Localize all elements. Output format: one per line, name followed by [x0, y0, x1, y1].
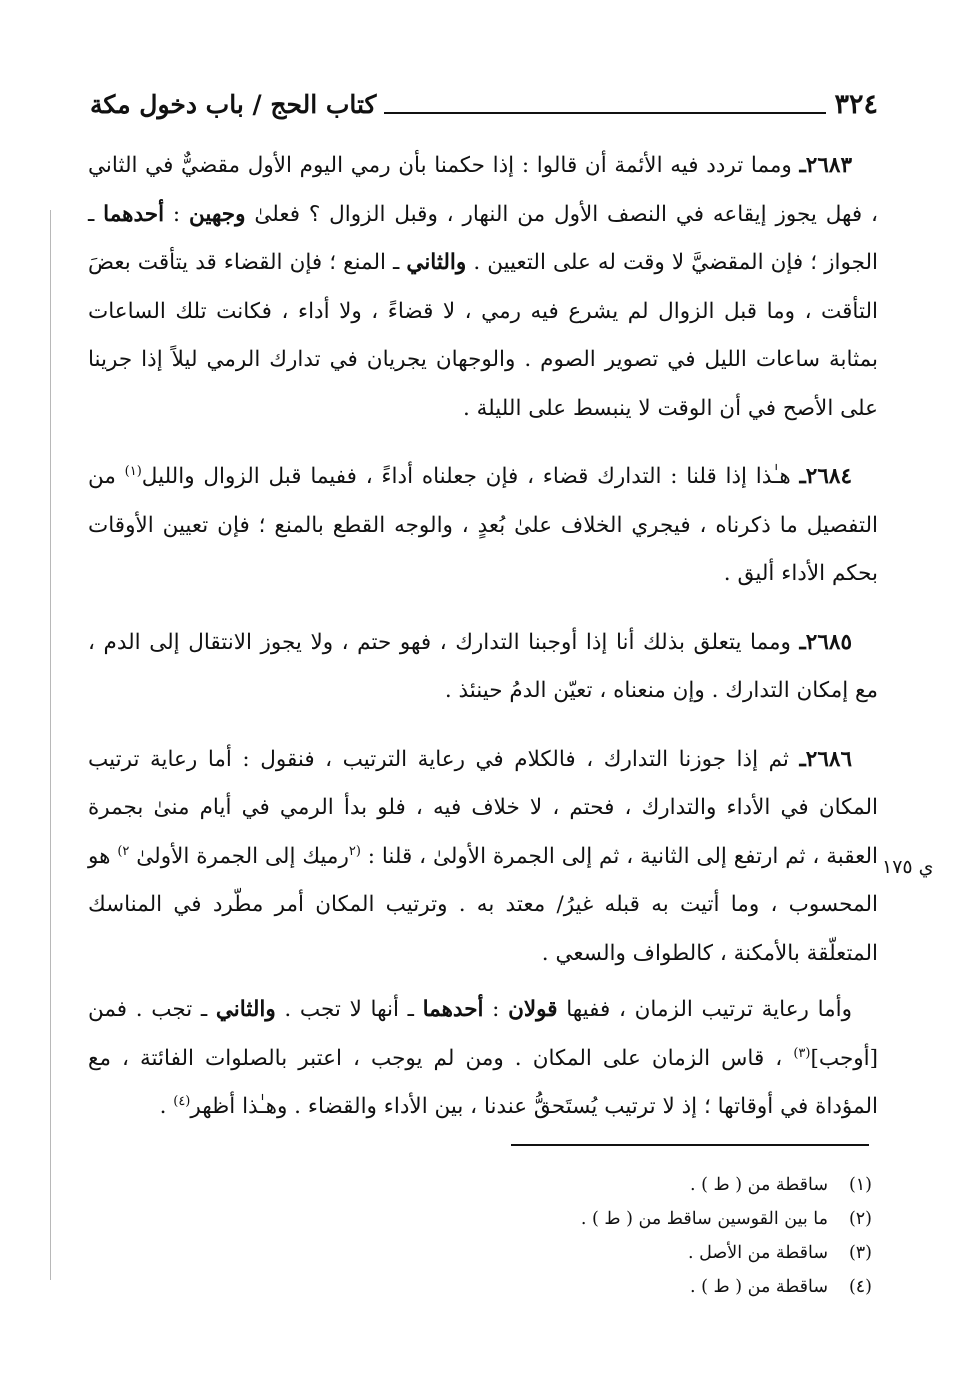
footnote-number: (١) [848, 1175, 872, 1195]
paragraph-text: ـ تجب . فمن [أوجب] [88, 997, 878, 1071]
paragraph-number: ٢٦٨٣ـ [799, 153, 852, 178]
paragraph-number: ٢٦٨٤ـ [799, 464, 852, 489]
scan-edge-line [50, 210, 51, 1280]
footnote-marker: (٢ [348, 843, 361, 859]
paragraph-text: رميك إلى الجمرة الأولىٰ [129, 843, 349, 869]
keyword: وجهين [189, 201, 246, 227]
paragraph-time-order [88, 986, 878, 1132]
footnote-number: (٢) [848, 1209, 872, 1229]
footnote-separator [511, 1144, 869, 1146]
footnote-text: ما بين القوسين ساقط من ( ط ) . [580, 1209, 828, 1229]
paragraph-text: وأما رعاية ترتيب الزمان ، ففيها [557, 997, 852, 1022]
footnote-marker: ٢) [117, 843, 130, 859]
page-header [90, 82, 878, 122]
footnote [500, 1236, 872, 1270]
paragraph-2686 [88, 736, 878, 979]
footnote [500, 1168, 872, 1202]
paragraph-text: ـ الجواز ؛ فإن المقضيَّ لا وقت له على التعيين . [88, 201, 879, 275]
paragraph-text: . [159, 1094, 174, 1119]
keyword: أحدهما [422, 997, 484, 1022]
keyword: والثاني [406, 250, 467, 275]
footnote-number: (٤) [848, 1277, 872, 1297]
paragraph-text: : [164, 201, 190, 227]
paragraph-2684 [88, 453, 878, 599]
paragraph-text: هـٰذا إذا قلنا : التدارك قضاء ، فإن جعلناه أداءً ، ففيما قبل الزوال والليل [141, 464, 800, 489]
paragraph-text: ـ أنها لا تجب . [275, 997, 423, 1022]
paragraph-text: ، قاس الزمان على المكان . ومن لم يوجب ، اعتبر بالصلوات الفائتة ، مع المؤداة في أوقاتها ؛ إذ لا ترتيب يُستَحقُّ عندنا ، بين الأداء والقضاء . وهـٰذا أظهر [88, 1045, 878, 1119]
page-number: ٣٢٤ [834, 89, 878, 120]
paragraph-text: ومما تردد فيه الأئمة أن قالوا : إذا حكمنا بأن رمي اليوم الأول مقضيٌّ في الثاني ، فهل يجوز إيقاعه في النصف الأول من النهار ، وقبل الزوال ؟ فعلىٰ [88, 153, 878, 227]
footnote-marker: (٣) [793, 1045, 811, 1061]
footnote-text: ساقطة من الأصل . [688, 1243, 828, 1263]
running-title: كتاب الحج / باب دخول مكة [90, 90, 377, 119]
paragraph-number: ٢٦٨٥ـ [799, 629, 852, 655]
paragraph-text: من التفصيل ما ذكرناه ، فيجري الخلاف علىٰ بُعدٍ ، والوجه القطع بالمنع ؛ فإن تعيين الأوقات بحكم الأداء أليق . [88, 464, 878, 586]
keyword: والثاني [215, 997, 276, 1022]
footnote-text: ساقطة من ( ط ) . [689, 1277, 828, 1297]
paragraph-text: ـ المنع ؛ فإن القضاء قد يتأقت بعضَ التأقت ، وما قبل الزوال لم يشرع فيه رمي ، لا قضاءً ، ولا أداء ، فكانت تلك الساعات بمثابة ساعات الليل في تصوير الصوم . والوجهان يجريان في تدارك الرمي ليلاً إذا جرينا على الأصح في أن الوقت لا ينبسط على الليلة . [88, 250, 878, 421]
footnote-marker: (١) [124, 463, 142, 479]
paragraph-text: ثم إذا جوزنا التدارك ، فالكلام في رعاية الترتيب ، فنقول : أما رعاية ترتيب المكان في الأداء والتدارك ، فحتم ، لا خلاف فيه ، فلو بدأ الرمي في أيام منىٰ بجمرة العقبة ، ثم ارتفع إلى الثانية ، ثم إلى الجمرة الأولىٰ ، قلنا : [88, 746, 878, 869]
footnote-number: (٣) [848, 1243, 872, 1263]
paragraph-2683 [88, 142, 878, 433]
keyword: أحدهما [103, 201, 165, 227]
footnote-text: ساقطة من ( ط ) . [689, 1175, 828, 1195]
paragraph-number: ٢٦٨٦ـ [799, 746, 852, 772]
footnote [500, 1202, 872, 1236]
paragraph-text: : [483, 997, 509, 1022]
paragraph-text: هو المحسوب ، وما أتيت به قبله غيرُ/ معتد به . وترتيب المكان أمر مطّرد في المناسك المتعلّقة بالأمكنة ، كالطواف والسعي . [88, 843, 878, 966]
footnote [500, 1270, 872, 1304]
header-rule [384, 112, 826, 114]
main-text [88, 142, 878, 1132]
paragraph-text: ومما يتعلق بذلك أنا إذا أوجبنا التدارك ، فهو حتم ، ولا يجوز الانتقال إلى الدم ، مع إمكان التدارك . وإن منعناه ، تعيّن الدمُ حينئذ . [88, 629, 878, 703]
manuscript-folio-note: ي ١٧٥ [882, 856, 934, 878]
keyword: قولان [508, 997, 558, 1022]
footnotes [500, 1168, 872, 1304]
footnote-marker: (٤) [173, 1093, 191, 1109]
paragraph-2685 [88, 619, 878, 716]
